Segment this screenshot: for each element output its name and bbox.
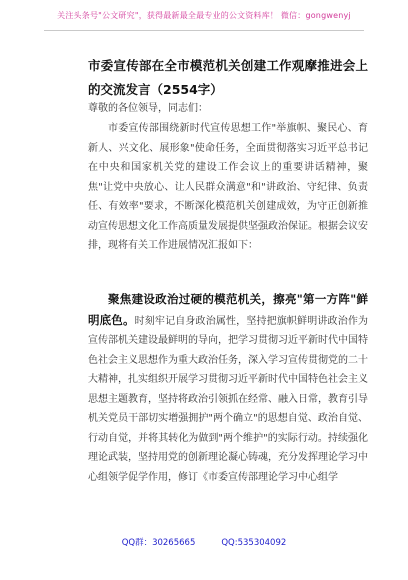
footer-qq-contact: QQ:535304092 bbox=[221, 538, 287, 548]
salutation: 尊敬的各位领导，同志们： bbox=[88, 103, 208, 114]
footer-qq-group: QQ群：30265665 bbox=[121, 538, 196, 548]
document-title: 市委宣传部在全市模范机关创建工作观摩推进会上的交流发言（2554字） bbox=[88, 58, 368, 97]
section-heading: 聚焦建设政治过硬的模范机关，擦亮"第一方阵"鲜明底色。 bbox=[88, 292, 368, 327]
footer-contact bbox=[0, 536, 408, 548]
paragraph-intro: 市委宣传部围绕新时代宣传思想工作"举旗帜、聚民心、育新人、兴文化、展形象"使命任务，全面贯彻落实习近平总书记在中央和国家机关党的建设工作会议上的重要讲话精神，聚焦"让党中央放心、让人民群众满意"和"讲政治、守纪律、负责任、有效率"要求，不断深化模范机关创建成效，为守正创新推动宣传思想文化工作高质量发展提供坚强政治保证。根据会议安排，现将有关工作进展情况汇报如下： bbox=[88, 123, 368, 251]
section-body: 时刻牢记自身政治属性，坚持把旗帜鲜明讲政治作为宣传部机关建设最鲜明的导向，把学习贯彻习近平新时代中国特色社会主义思想作为重大政治任务，深入学习宣传贯彻党的二十大精神，扎实组织开展学习贯彻习近平新时代中国特色社会主义思想主题教育，坚持将政治引领抓在经常、融入日常，教育引导机关党员干部切实增强拥护"两个确立"的思想自觉、政治自觉、行动自觉，并将其转化为做到"两个维护"的实际行动。持续强化理论武装，坚持用党的创新理论凝心铸魂，充分发挥理论学习中心组领学促学作用，修订《市委宣传部理论学习中心组学 bbox=[88, 315, 369, 483]
header-divider bbox=[44, 30, 364, 31]
paragraph-section-1 bbox=[88, 290, 368, 487]
header-banner: 关注头条号"公文研究"，获得最新最全最专业的公文资料库！ 微信：gongwenyj bbox=[57, 11, 351, 20]
